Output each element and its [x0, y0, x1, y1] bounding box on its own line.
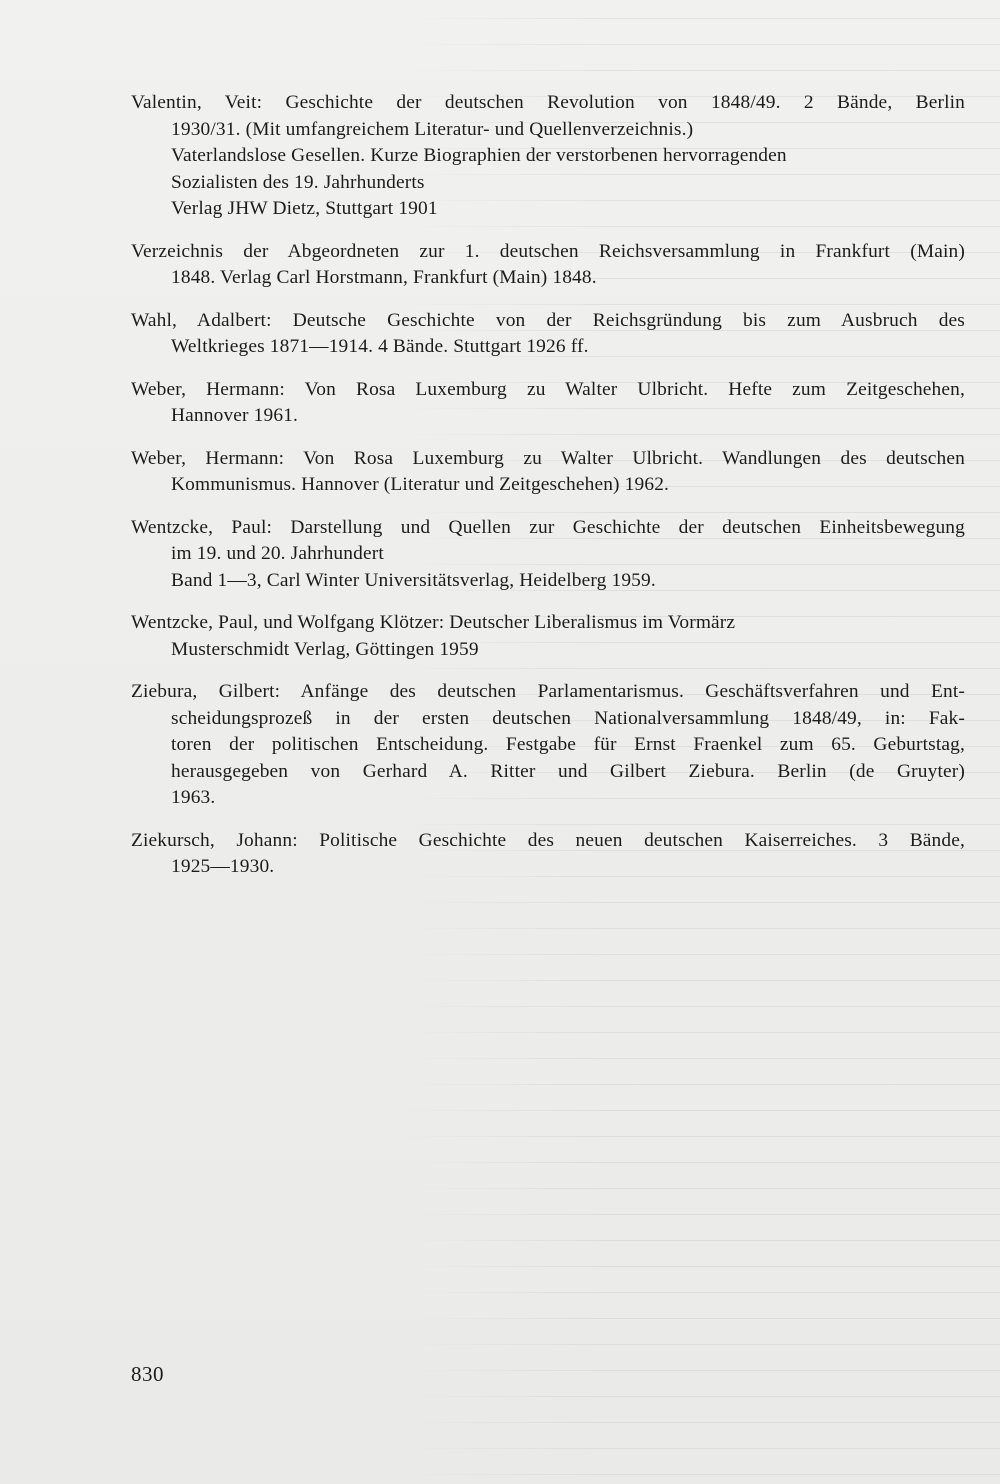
- entry-line: Wahl, Adalbert: Deutsche Geschichte von der Reichsgründung bis zum Ausbruch des: [131, 309, 965, 331]
- bibliography-entry: [131, 90, 965, 223]
- entry-line: Musterschmidt Verlag, Göttingen 1959: [171, 638, 479, 660]
- entry-line: Kommunismus. Hannover (Literatur und Zeitgeschehen) 1962.: [171, 474, 670, 495]
- bibliography-entry: [131, 610, 965, 663]
- entry-line: Sozialisten des 19. Jahrhunderts: [171, 171, 425, 193]
- bibliography-entry: [131, 377, 965, 430]
- entry-line: Verlag JHW Dietz, Stuttgart 1901: [171, 198, 438, 219]
- entry-line: Ziebura, Gilbert: Anfänge des deutschen Parlamentarismus. Geschäftsverfahren und Ent-: [131, 681, 965, 702]
- entry-line: Vaterlandslose Gesellen. Kurze Biographien der verstorbenen hervorragenden: [171, 145, 787, 166]
- entry-line: herausgegeben von Gerhard A. Ritter und Gilbert Ziebura. Berlin (de Gruyter): [171, 760, 965, 782]
- entry-line: Hannover 1961.: [171, 405, 299, 426]
- entry-line: Weltkrieges 1871—1914. 4 Bände. Stuttgart 1926 ff.: [171, 336, 589, 357]
- entry-line: scheidungsprozeß in der ersten deutschen Nationalversammlung 1848/49, in: Fak-: [171, 707, 965, 729]
- entry-line: 1930/31. (Mit umfangreichem Literatur- und Quellenverzeichnis.): [171, 118, 694, 140]
- entry-line: Weber, Hermann: Von Rosa Luxemburg zu Walter Ulbricht. Hefte zum Zeitgeschehen,: [131, 378, 965, 400]
- bibliography-entry: [131, 308, 965, 361]
- bibliography-entry: [131, 239, 965, 292]
- page-number: 830: [131, 1362, 164, 1386]
- entry-line: 1925—1930.: [171, 856, 275, 877]
- entry-line: Valentin, Veit: Geschichte der deutschen Revolution von 1848/49. 2 Bände, Berlin: [131, 92, 965, 113]
- bibliography-list: [131, 90, 965, 897]
- entry-line: Weber, Hermann: Von Rosa Luxemburg zu Walter Ulbricht. Wandlungen des deutschen: [131, 447, 965, 469]
- bibliography-entry: [131, 515, 965, 595]
- entry-line: Wentzcke, Paul, und Wolfgang Klötzer: Deutscher Liberalismus im Vormärz: [131, 612, 736, 633]
- entry-line: toren der politischen Entscheidung. Festgabe für Ernst Fraenkel zum 65. Geburtstag,: [171, 734, 965, 755]
- bibliography-entry: [131, 828, 965, 881]
- bibliography-entry: [131, 679, 965, 812]
- entry-line: 1963.: [171, 787, 216, 808]
- entry-line: Verzeichnis der Abgeordneten zur 1. deutschen Reichsversammlung in Frankfurt (Main): [131, 240, 965, 262]
- bibliography-entry: [131, 446, 965, 499]
- entry-line: Wentzcke, Paul: Darstellung und Quellen zur Geschichte der deutschen Einheitsbewegung: [131, 516, 965, 538]
- entry-line: im 19. und 20. Jahrhundert: [171, 543, 384, 564]
- entry-line: Ziekursch, Johann: Politische Geschichte des neuen deutschen Kaiserreiches. 3 Bände,: [131, 829, 965, 851]
- entry-line: 1848. Verlag Carl Horstmann, Frankfurt (Main) 1848.: [171, 267, 597, 288]
- entry-line: Band 1—3, Carl Winter Universitätsverlag, Heidelberg 1959.: [171, 569, 656, 591]
